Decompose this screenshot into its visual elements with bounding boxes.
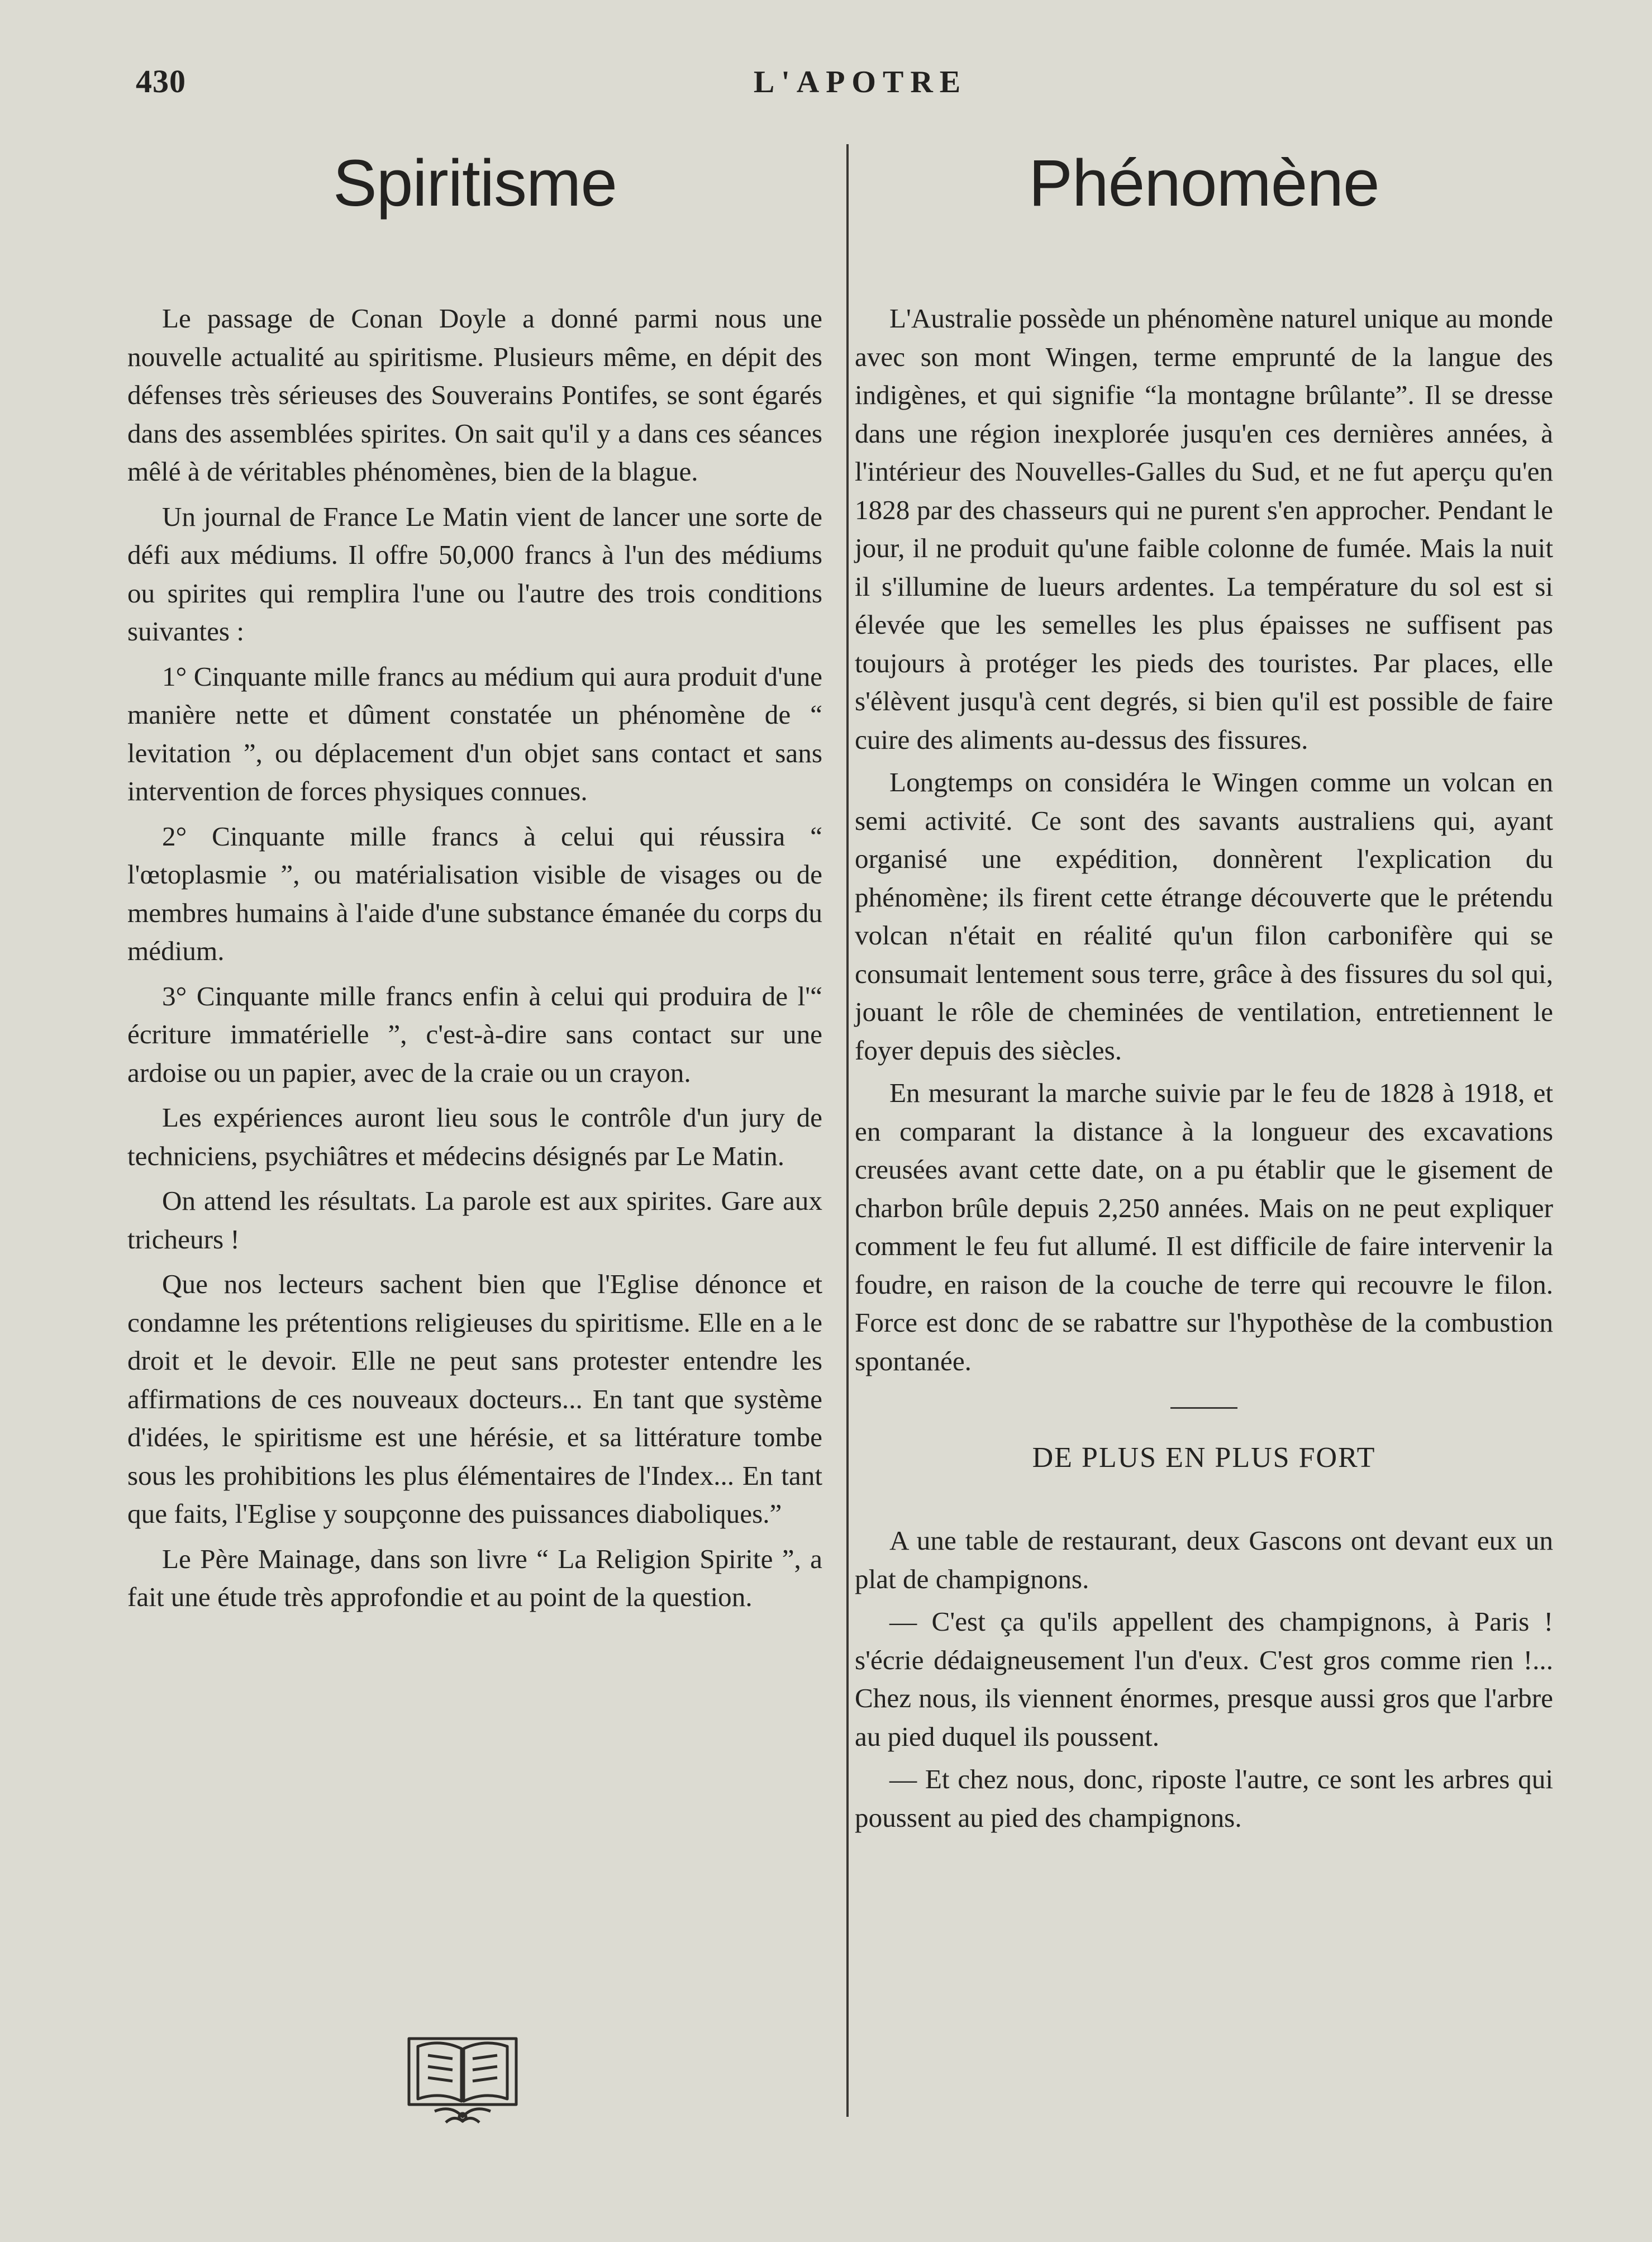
column-divider bbox=[846, 144, 849, 2117]
paragraph: Les expériences auront lieu sous le contrôle d'un jury de techniciens, psychiâtres et médecins désignés par Le Matin. bbox=[127, 1102, 822, 1171]
paragraph: A une table de restaurant, deux Gascons ont devant eux un plat de champignons. bbox=[855, 1525, 1553, 1594]
paragraph: L'Australie possède un phénomène naturel unique au monde avec son mont Wingen, terme emprunté de la langue des indigènes, et qui signifie “la montagne brûlante”. Il se dresse dans une région inexplorée jusqu'en ces dernières années, à l'intérieur des Nouvelles-Galles du Sud, et ne fut aperçu qu'en 1828 par des chasseurs qui ne purent s'en approcher. Pendant le jour, il ne produit qu'une faible colonne de fumée. Mais la nuit il s'illumine de lueurs ardentes. La température du sol est si élevée que les semelles les plus épaisses ne suffisent pas toujours à protéger les pieds des touristes. Par places, elle s'élèvent jusqu'à cent degrés, si bien qu'il est possible de faire cuire des aliments au-dessus des fissures. bbox=[855, 303, 1553, 755]
open-book-ornament-icon bbox=[401, 2033, 524, 2128]
paragraph: En mesurant la marche suivie par le feu de 1828 à 1918, et en comparant la distance à la longueur des excavations creusées avant cette date, on a pu établir que le gisement de charbon brûle depuis 2,250 années. Mais on ne peut expliquer comment le feu fut allumé. Il est difficile de faire intervenir la foudre, en raison de la couche de terre qui recouvre le filon. Force est donc de se rabattre sur l'hypothèse de la combustion spontanée. bbox=[855, 1077, 1553, 1376]
paragraph: Un journal de France Le Matin vient de lancer une sorte de défi aux médiums. Il offre 50,000 francs à l'un des médiums ou spirites qui remplira l'une ou l'autre des trois conditions suivantes : bbox=[127, 501, 822, 647]
paragraph: 1° Cinquante mille francs au médium qui aura produit d'une manière nette et dûment constatée un phénomène de “ levitation ”, ou déplacement d'un objet sans contact et sans intervention de forces physiques connues. bbox=[127, 661, 822, 806]
article-body-spiritisme bbox=[127, 300, 822, 1617]
subheading-de-plus-en-plus-fort: DE PLUS EN PLUS FORT bbox=[1032, 1442, 1376, 1474]
right-column bbox=[855, 133, 1553, 1841]
paragraph: On attend les résultats. La parole est aux spirites. Gare aux tricheurs ! bbox=[127, 1185, 822, 1255]
section-separator bbox=[1170, 1407, 1237, 1409]
paragraph: 2° Cinquante mille francs à celui qui réussira “ l'œtoplasmie ”, ou matérialisation visible de visages ou de membres humains à l'aide d'une substance émanée du corps du médium. bbox=[127, 820, 822, 966]
paragraph: — C'est ça qu'ils appellent des champignons, à Paris ! s'écrie dédaigneusement l'un d'eux. C'est gros comme rien !... Chez nous, ils viennent énormes, presque aussi gros que l'arbre au pied duquel ils poussent. bbox=[855, 1606, 1553, 1752]
paragraph: — Et chez nous, donc, riposte l'autre, ce sont les arbres qui poussent au pied des champignons. bbox=[855, 1764, 1553, 1833]
running-title: L'APOTRE bbox=[753, 65, 968, 99]
page-number: 430 bbox=[136, 63, 186, 99]
article-title-spiritisme: Spiritisme bbox=[333, 146, 617, 220]
paragraph: Que nos lecteurs sachent bien que l'Eglise dénonce et condamne les prétentions religieuses du spiritisme. Elle en a le droit et le devoir. Elle ne peut sans protester entendre les affirmations de ces nouveaux docteurs... En tant que système d'idées, le spiritisme est une hérésie, et sa littérature tombe sous les prohibitions les plus élémentaires de l'Index... En tant que faits, l'Eglise y soupçonne des puissances diaboliques.” bbox=[127, 1269, 822, 1529]
article-body-phenomene bbox=[855, 300, 1553, 1380]
paragraph: Le Père Mainage, dans son livre “ La Religion Spirite ”, a fait une étude très approfondie et au point de la question. bbox=[127, 1543, 822, 1612]
anecdote-body bbox=[855, 1522, 1553, 1837]
article-title-phenomene: Phénomène bbox=[1029, 146, 1379, 220]
left-column bbox=[127, 133, 822, 1623]
paragraph: 3° Cinquante mille francs enfin à celui qui produira de l'“ écriture immatérielle ”, c'est-à-dire sans contact sur une ardoise ou un papier, avec de la craie ou un crayon. bbox=[127, 980, 822, 1088]
paragraph: Le passage de Conan Doyle a donné parmi nous une nouvelle actualité au spiritisme. Plusieurs même, en dépit des défenses très sérieuses des Souverains Pontifes, se sont égarés dans des assemblées spirites. On sait qu'il y a dans ces séances mêlé à de véritables phénomènes, bien de la blague. bbox=[127, 303, 822, 487]
paragraph: Longtemps on considéra le Wingen comme un volcan en semi activité. Ce sont des savants australiens qui, ayant organisé une expédition, donnèrent l'explication du phénomène; ils firent cette étrange découverte que le prétendu volcan n'était en réalité qu'un filon carbonifère qui se consumait lentement sous terre, grâce à des fissures du sol qui, jouant le rôle de cheminées de ventilation, entretiennent le foyer depuis des siècles. bbox=[855, 767, 1553, 1066]
